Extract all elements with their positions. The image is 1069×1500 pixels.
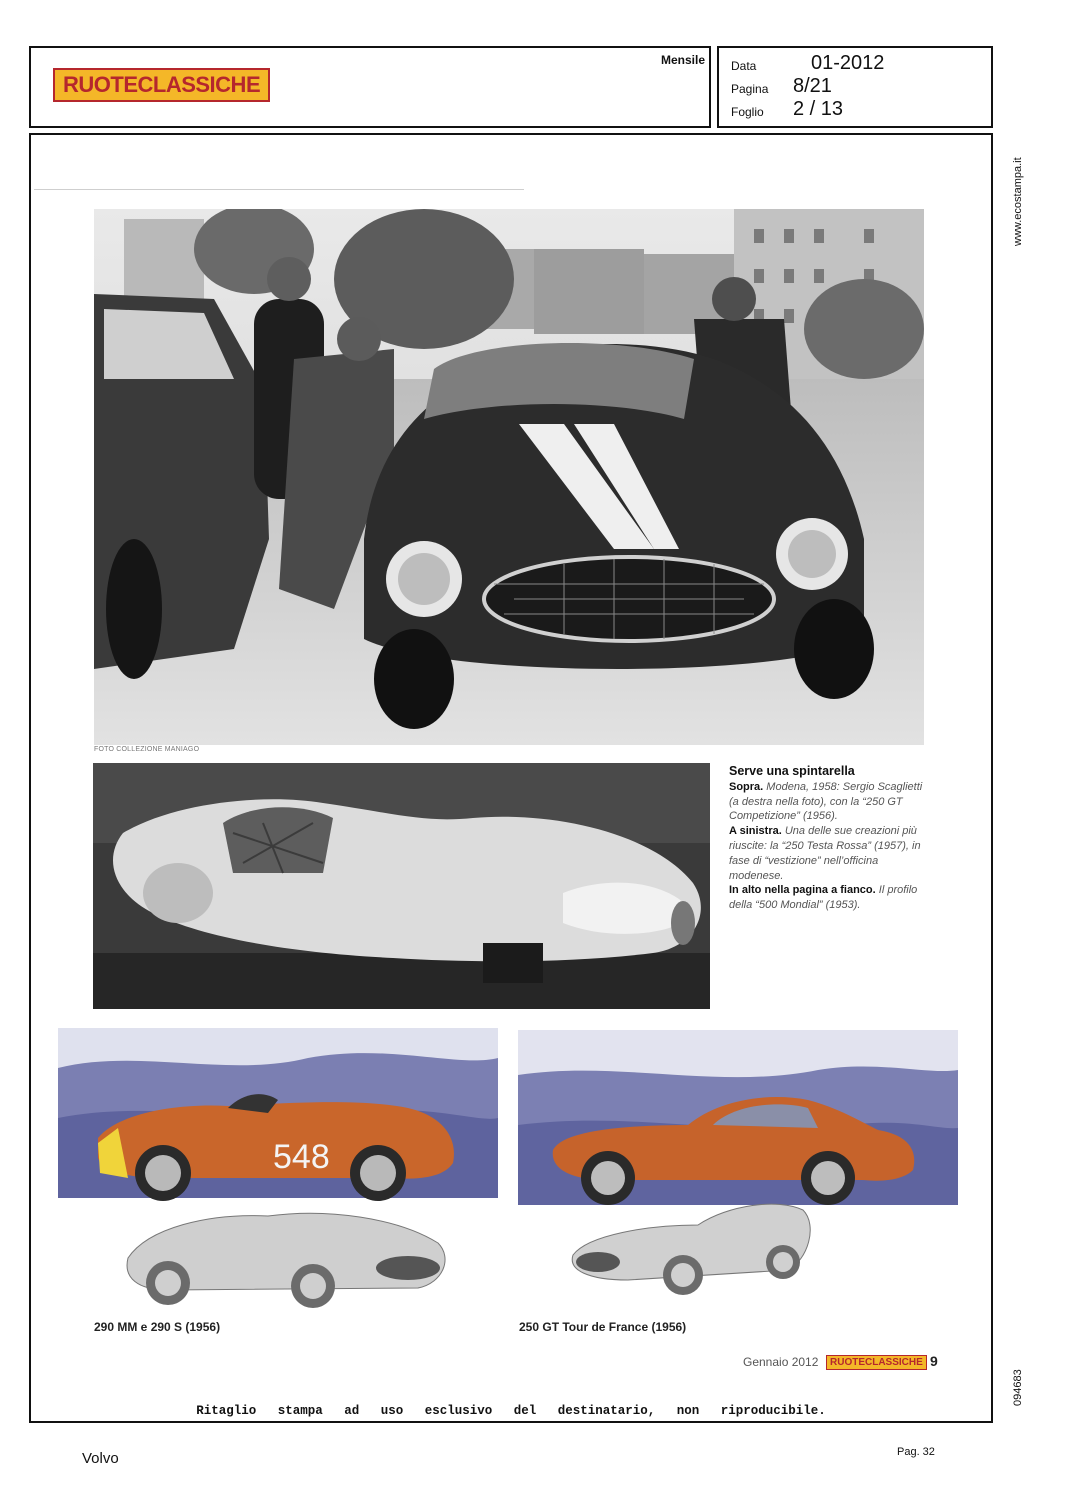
illustration-left-label: 290 MM e 290 S (1956) xyxy=(94,1320,221,1334)
photo-credit: FOTO COLLEZIONE MANIAGO xyxy=(94,746,200,753)
illustration-250gt-tdf xyxy=(518,1030,958,1310)
photo-scaglietti-250gt xyxy=(94,209,924,745)
meta-foglio-label: Foglio xyxy=(731,105,764,119)
side-website: www.ecostampa.it xyxy=(1012,157,1024,246)
illustration-290mm xyxy=(58,1028,498,1308)
photo-testa-rossa-image xyxy=(93,763,710,1009)
periodicity: Mensile xyxy=(660,53,705,67)
photo-caption xyxy=(729,764,929,913)
meta-data-label: Data xyxy=(731,59,757,73)
document-page: Pag. 32 xyxy=(897,1446,935,1458)
race-number: 548 xyxy=(273,1138,330,1176)
divider xyxy=(34,189,524,190)
footer-logo: RUOTECLASSICHE xyxy=(826,1355,927,1370)
meta-pagina-label: Pagina xyxy=(731,82,769,96)
caption-text-3: Il profilo della “500 Mondial” (1953). xyxy=(729,884,918,912)
meta-pagina-value: 8/21 xyxy=(793,75,832,97)
caption-title: Serve una spintarella xyxy=(729,764,855,778)
disclaimer: Ritaglio stampa ad uso esclusivo del destinatario, non riproducibile. xyxy=(196,1404,826,1418)
caption-text-2: Una delle sue creazioni più riuscite: la “250 Testa Rossa” (1957), in fase di “vestizione” nell’officina modenese. xyxy=(729,825,921,882)
meta-foglio-row xyxy=(731,99,981,121)
meta-data-value: 01-2012 xyxy=(811,52,885,74)
meta-data-row xyxy=(731,53,981,75)
illustration-250gt-tdf-image xyxy=(518,1030,958,1310)
caption-lead-1: Sopra. xyxy=(729,780,764,793)
publication-logo: RUOTECLASSICHE xyxy=(53,68,270,102)
header-meta-box xyxy=(717,46,993,128)
meta-pagina-row xyxy=(731,76,981,98)
header-publication-box xyxy=(29,46,711,128)
caption-lead-3: In alto nella pagina a fianco. xyxy=(729,884,876,897)
caption-text-1: Modena, 1958: Sergio Scaglietti (a destra nella foto), con la “250 GT Competizione” (1956). xyxy=(729,780,923,823)
illustration-right-label: 250 GT Tour de France (1956) xyxy=(519,1320,687,1334)
meta-foglio-value: 2 / 13 xyxy=(793,98,844,120)
side-code: 094683 xyxy=(1012,1369,1024,1406)
footer-page-number: 9 xyxy=(930,1353,938,1369)
caption-lead-2: A sinistra. xyxy=(729,825,782,838)
illustration-290mm-image xyxy=(58,1028,498,1308)
footer-month: Gennaio 2012 xyxy=(743,1355,819,1369)
photo-scaglietti-250gt-image xyxy=(94,209,924,745)
client-name: Volvo xyxy=(82,1450,119,1467)
photo-testa-rossa xyxy=(93,763,710,1009)
